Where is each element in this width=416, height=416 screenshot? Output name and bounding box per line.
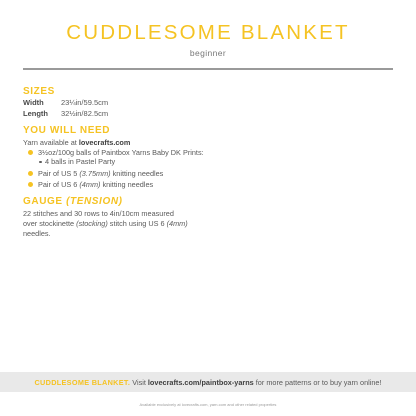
needle-type: knitting needles [110,169,164,178]
needle-size: Pair of US 6 [38,180,80,189]
yarn-quantity: 4 balls in Pastel Party [45,157,116,166]
sizes-heading: SIZES [23,86,55,97]
gauge-heading-main: GAUGE [23,196,67,207]
gauge-heading-italic: (TENSION) [66,196,123,207]
needle-type: knitting needles [100,180,154,189]
needle-line-2 [38,180,153,189]
bullet-dot [28,182,33,187]
bullet-dot [28,171,33,176]
size-label: Width [23,98,44,107]
pattern-title: CUDDLESOME BLANKET [66,21,350,44]
title-divider [23,68,393,70]
needle-line-1 [38,169,163,178]
footer-link[interactable]: lovecrafts.com/paintbox-yarns [147,378,254,387]
footer-visit: Visit [130,378,148,387]
gauge-text: over stockinette [23,219,77,228]
gauge-line-2 [23,219,188,228]
gauge-text: stitch using US 6 [107,219,167,228]
availability-text: Yarn available at [23,138,79,147]
footer-tail: for more patterns or to buy yarn online! [253,378,382,387]
needle-metric: (3.75mm) [79,169,111,178]
needle-metric: (4mm) [79,180,101,189]
skill-level: beginner [189,48,227,58]
size-value: 32½in/82.5cm [61,109,109,118]
footer-message [0,378,416,387]
bullet-dot [28,150,33,155]
needle-size: Pair of US 5 [38,169,80,178]
gauge-text-italic: (stocking) [76,219,108,228]
legal-note: Available exclusively at lovecrafts.com, yarn.com and other related properties [139,402,277,407]
gauge-line-1: 22 stitches and 30 rows to 4in/10cm measured [23,209,174,218]
gauge-text-italic: (4mm) [166,219,188,228]
materials-heading: YOU WILL NEED [23,125,111,136]
size-label: Length [23,109,48,118]
size-row-width [23,98,108,107]
size-value: 23¼in/59.5cm [61,98,109,107]
size-row-length [23,109,108,118]
sub-bullet-dot [39,161,42,164]
gauge-line-3: needles. [23,229,51,238]
lovecrafts-link[interactable]: lovecrafts.com [78,138,131,147]
gauge-heading [23,196,123,207]
yarn-line: 3½oz/100g balls of Paintbox Yarns Baby DK Prints: [38,148,204,157]
footer-brand: CUDDLESOME BLANKET. [34,378,131,387]
yarn-availability [23,138,130,147]
